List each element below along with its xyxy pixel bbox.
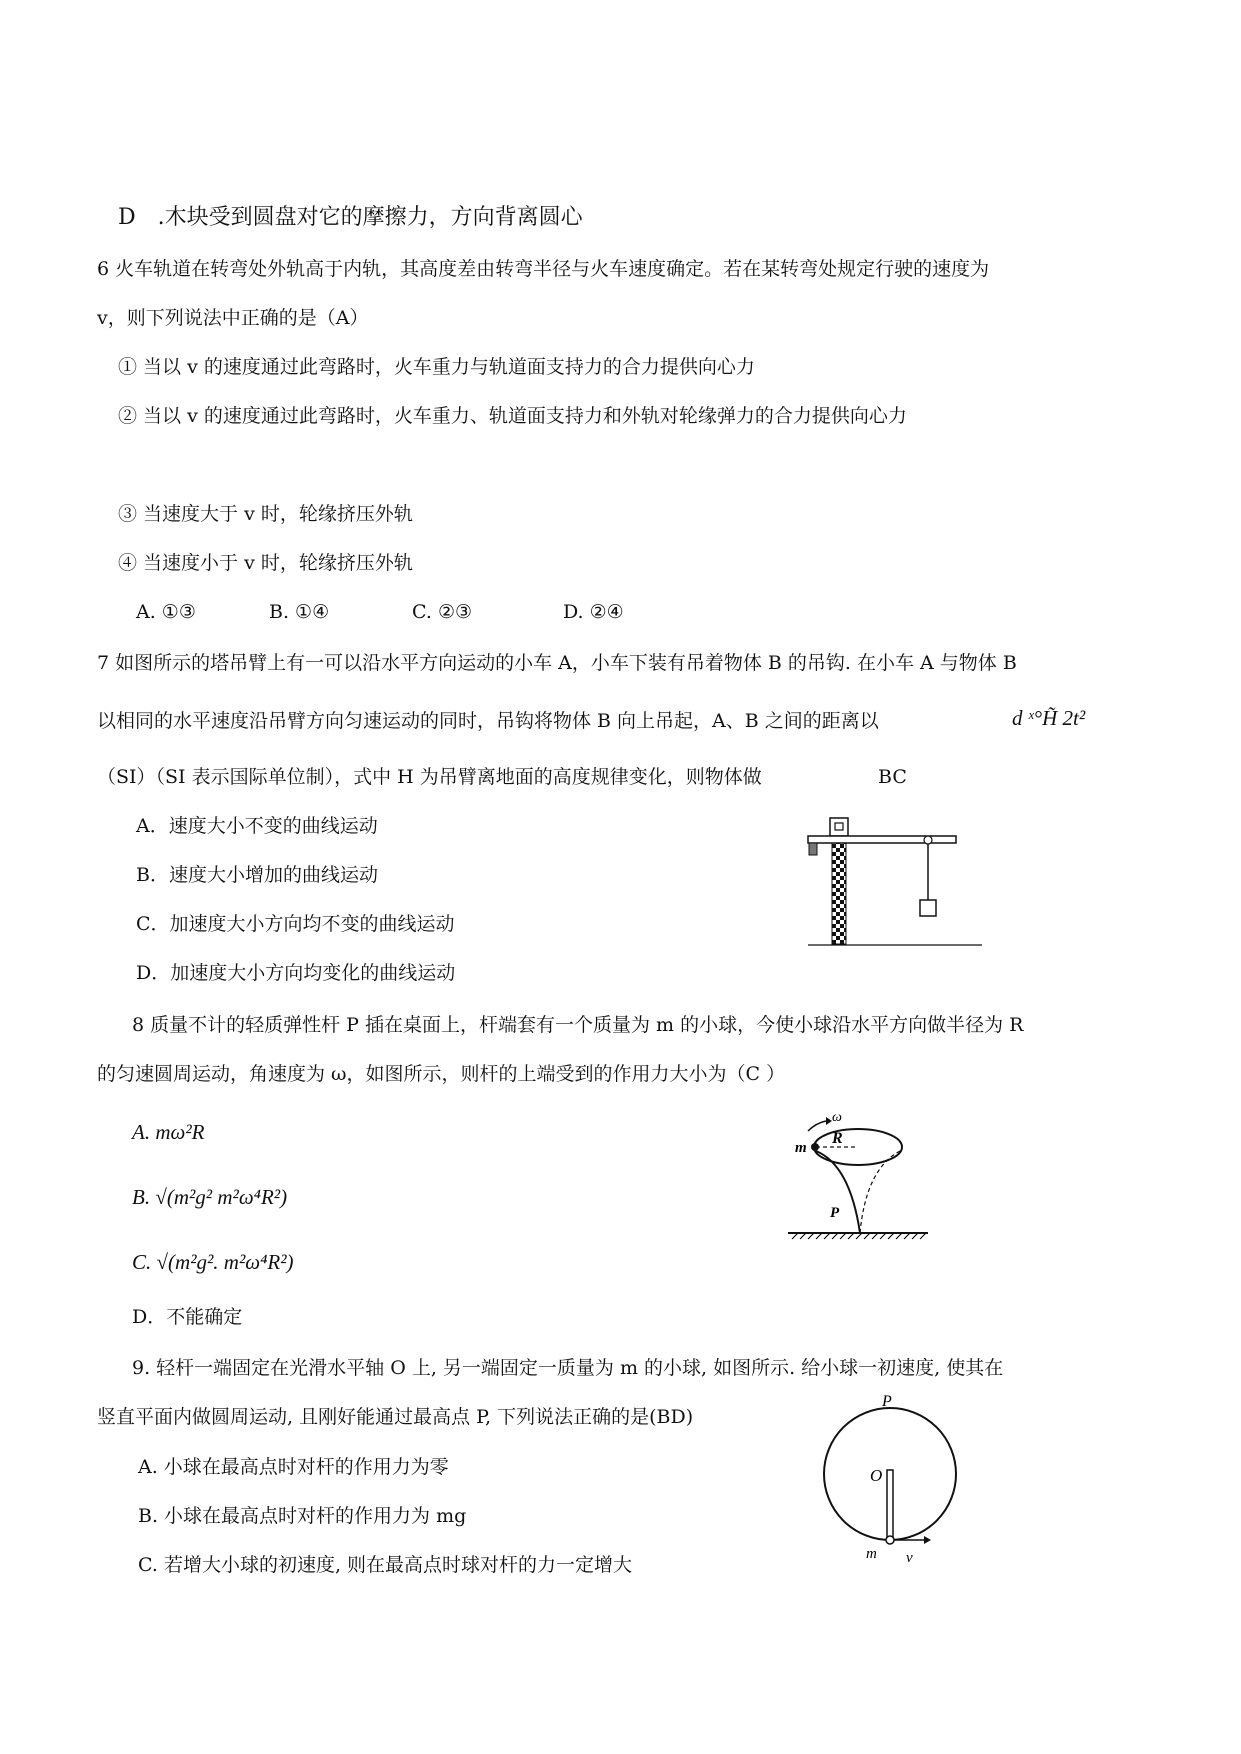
q7-stem-line1: 7 如图所示的塔吊臂上有一可以沿水平方向运动的小车 A，小车下装有吊着物体 B 的吊钩. 在小车 A 与物体 B (97, 652, 1017, 674)
vertical-circle-figure (820, 1378, 970, 1636)
q7-option-a: A．速度大小不变的曲线运动 (136, 815, 378, 837)
q7-stem-line2: 以相同的水平速度沿吊臂方向匀速运动的同时，吊钩将物体 B 向上吊起，A、B 之间的距离以 (97, 710, 879, 732)
top-point-label: P (882, 1393, 892, 1410)
q6-choice-d: D. ②④ (563, 601, 624, 623)
q7-option-b: B．速度大小增加的曲线运动 (136, 864, 378, 886)
q7-option-c: C．加速度大小方向均不变的曲线运动 (136, 913, 455, 935)
velocity-arrow-head (924, 1536, 931, 1544)
q8-option-c: C. √(m²g². m²ω⁴R²) (132, 1250, 294, 1274)
crane-counterweight (809, 843, 817, 855)
q9-stem-line2: 竖直平面内做圆周运动, 且刚好能通过最高点 P, 下列说法正确的是(BD) (97, 1406, 694, 1428)
q7-formula: d ˣ°H̃ 2t² (1012, 706, 1086, 730)
trolley-a (924, 836, 932, 844)
q6-choice-b: B. ①④ (269, 601, 330, 623)
q6-stem-line1: 6 火车轨道在转弯处外轨高于内轨，其高度差由转弯半径与火车速度确定。若在某转弯处规定行驶的速度为 (97, 258, 990, 280)
q6-choice-c: C. ②③ (412, 601, 473, 623)
tower-crane-figure (800, 812, 990, 954)
radius-label: R (832, 1130, 843, 1147)
q8-option-d: D．不能确定 (132, 1306, 243, 1328)
crane-tower (832, 842, 846, 944)
q6-stem-line2: v，则下列说法中正确的是（A） (97, 307, 369, 329)
omega-label: ω (832, 1110, 842, 1125)
q7-answer: BC (878, 766, 907, 788)
q6-choice-a: A. ①③ (136, 601, 196, 623)
axis-label: O (870, 1466, 883, 1485)
rod-label: P (830, 1205, 840, 1221)
q8-option-b: B. √(m²g² m²ω⁴R²) (132, 1185, 288, 1209)
rotating-ball-figure (780, 1105, 930, 1245)
crane-cab (830, 818, 848, 836)
q9-option-a: A. 小球在最高点时对杆的作用力为零 (138, 1456, 449, 1478)
q8-stem-line2: 的匀速圆周运动，角速度为 ω，如图所示，则杆的上端受到的作用力大小为（C ） (97, 1063, 786, 1085)
q5-option-d: D .木块受到圆盘对它的摩擦力，方向背离圆心 (118, 205, 583, 230)
q8-option-a: A. mω²R (132, 1120, 205, 1144)
q7-option-d: D．加速度大小方向均变化的曲线运动 (136, 962, 456, 984)
q6-statement-1: ① 当以 v 的速度通过此弯路时，火车重力与轨道面支持力的合力提供向心力 (118, 356, 755, 378)
light-rod (887, 1470, 893, 1538)
q9-option-c: C. 若增大小球的初速度, 则在最高点时球对杆的力一定增大 (138, 1554, 633, 1576)
mass-label: m (866, 1546, 877, 1562)
ball-m (811, 1143, 819, 1151)
q9-option-b: B. 小球在最高点时对杆的作用力为 mg (138, 1505, 467, 1527)
crane-boom (808, 836, 956, 843)
q8-stem-line1: 8 质量不计的轻质弹性杆 P 插在桌面上，杆端套有一个质量为 m 的小球，今使小球沿水平方向做半径为 R (132, 1014, 1024, 1036)
q6-statement-2: ② 当以 v 的速度通过此弯路时，火车重力、轨道面支持力和外轨对轮缘弹力的合力提供向心力 (118, 405, 907, 427)
q6-statement-3: ③ 当速度大于 v 时，轮缘挤压外轨 (118, 503, 413, 525)
q9-stem-line1: 9. 轻杆一端固定在光滑水平轴 O 上, 另一端固定一质量为 m 的小球, 如图所示. 给小球一初速度, 使其在 (132, 1357, 1004, 1379)
ball-m (886, 1536, 894, 1544)
mass-label: m (795, 1140, 807, 1156)
q6-statement-4: ④ 当速度小于 v 时，轮缘挤压外轨 (118, 552, 413, 574)
q7-stem-line3: （SI）（SI 表示国际单位制），式中 H 为吊臂离地面的高度规律变化，则物体做 (97, 766, 762, 788)
load-b (920, 900, 936, 916)
omega-arrow (808, 1121, 826, 1131)
velocity-label: v (906, 1550, 913, 1566)
